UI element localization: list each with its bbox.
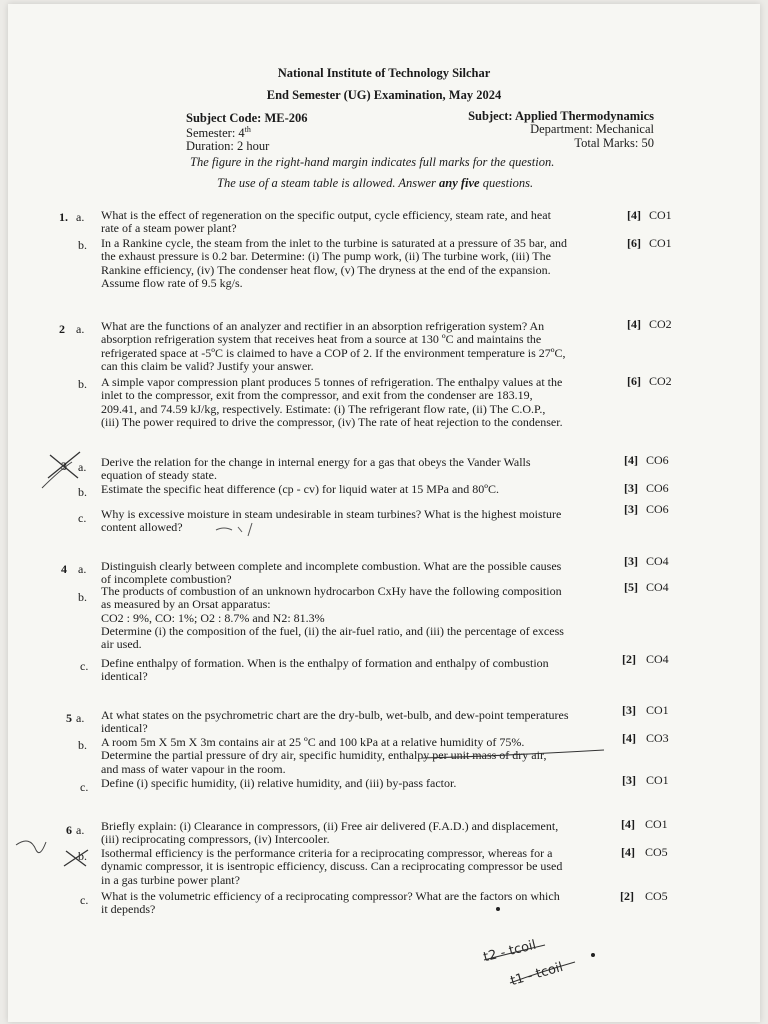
marks-badge: [3] (624, 481, 638, 495)
subject-name: Subject: Applied Thermodynamics (468, 109, 654, 123)
part-label: a. (78, 460, 87, 474)
pen-stroke-icon (42, 462, 72, 488)
cross-mark-icon (48, 452, 80, 478)
part-label: a. (76, 711, 85, 725)
marks-badge: [2] (620, 889, 634, 903)
co-badge: CO6 (646, 502, 669, 516)
question-5c-text: Define (i) specific humidity, (ii) relative humidity, and (iii) by-pass factor. (101, 776, 457, 790)
co-badge: CO6 (646, 453, 669, 467)
dot-mark-icon (496, 907, 500, 911)
part-label: c. (78, 511, 87, 525)
scribble-icon (216, 523, 252, 536)
part-label: b. (78, 590, 87, 604)
co-badge: CO2 (649, 374, 672, 388)
part-label: a. (76, 322, 85, 336)
part-label: b. (78, 485, 87, 499)
part-label: a. (76, 210, 85, 224)
question-6a-text: Briefly explain: (i) Clearance in compressors, (ii) Free air delivered (F.A.D.) and displacement, (iii) reciprocating compressors, (iv) Intercooler. (101, 819, 559, 847)
question-5a-text: At what states on the psychrometric chart are the dry-bulb, wet-bulb, and dew-point temperatures identical? (101, 708, 569, 736)
co-badge: CO1 (649, 208, 672, 222)
question-number: 1. (59, 210, 68, 224)
scribble-icon (16, 841, 46, 853)
question-6b-text: Isothermal efficiency is the performance criteria for a reciprocating compressor, whereas for a dynamic compressor, it is isentropic efficiency, discuss. Can a reciprocating compressor be used in a gas turbine power plant? (101, 846, 563, 887)
marks-badge: [5] (624, 580, 638, 594)
cross-mark-icon (64, 850, 88, 866)
co-badge: CO1 (645, 817, 668, 831)
question-2b-text: A simple vapor compression plant produces 5 tonnes of refrigeration. The enthalpy values at the inlet to the compressor, exit from the compressor, and exit from the condenser are 183.19, 209.41, and 74.59 kJ/kg, respectively. Estimate: (i) The refrigerant flow rate, (ii) The C.O.P., (iii) The power required to drive the compressor, (iv) The rate of heat rejection to the condenser. (101, 375, 563, 429)
part-label: b. (78, 377, 87, 391)
question-1a-text: What is the effect of regeneration on the specific output, cycle efficiency, steam rate, and heat rate of a steam power plant? (101, 208, 551, 236)
co-badge: CO1 (646, 773, 669, 787)
co-badge: CO5 (645, 889, 668, 903)
co-badge: CO4 (646, 580, 669, 594)
marks-badge: [2] (622, 652, 636, 666)
part-label: b. (78, 849, 87, 863)
part-label: c. (80, 780, 89, 794)
marks-badge: [6] (627, 236, 641, 250)
question-number: 3 (61, 459, 67, 473)
instruction-note: The figure in the right-hand margin indicates full marks for the question. (190, 155, 555, 169)
total-marks: Total Marks: 50 (574, 136, 654, 150)
marks-badge: [4] (621, 817, 635, 831)
instruction-note-2: The use of a steam table is allowed. Answer any five questions. (217, 176, 534, 190)
question-4c-text: Define enthalpy of formation. When is the enthalpy of formation and enthalpy of combustion identical? (101, 656, 549, 684)
marks-badge: [4] (624, 453, 638, 467)
institute-name: National Institute of Technology Silchar (277, 66, 491, 80)
marks-badge: [3] (624, 554, 638, 568)
subject-code: Subject Code: ME-206 (186, 111, 308, 125)
question-3c-text: Why is excessive moisture in steam undesirable in steam turbines? What is the highest moisture content allowed? (101, 507, 562, 535)
co-badge: CO4 (646, 554, 669, 568)
part-label: a. (76, 823, 85, 837)
handwritten-note: t1 - tcoil (508, 959, 565, 990)
part-label: c. (80, 893, 89, 907)
marks-badge: [4] (627, 208, 641, 222)
part-label: b. (78, 738, 87, 752)
question-4b-text: The products of combustion of an unknown hydrocarbon CxHy have the following composition as measured by an Orsat apparatus: CO2 : 9%, CO: 1%; O2 : 8.7% and N2: 81.3% Determine (i) the composition of the fuel, (ii) the air-fuel ratio, and (iii) the percentage of excess air used. (101, 584, 564, 652)
question-5b-text: A room 5m X 5m X 3m contains air at 25 ºC and 100 kPa at a relative humidity of 75%. Determine the partial pressure of dry air, specific humidity, enthalpy per unit mass of dry air, and mass of water vapour in the room. (101, 735, 547, 776)
question-number: 4 (61, 562, 67, 576)
question-2a-text: What are the functions of an analyzer and rectifier in an absorption refrigeration system? An absorption refrigeration system that receives heat from a source at 130 ºC and maintains the refrigerated space at -5ºC is claimed to have a COP of 2. If the environment temperature is 27ºC, can this claim be valid? Justify your answer. (101, 319, 566, 373)
marks-badge: [4] (621, 845, 635, 859)
marks-badge: [6] (627, 374, 641, 388)
question-number: 2 (59, 322, 65, 336)
co-badge: CO5 (645, 845, 668, 859)
co-badge: CO6 (646, 481, 669, 495)
handwritten-note: t2 - tcoil (481, 937, 538, 966)
question-3a-text: Derive the relation for the change in internal energy for a gas that obeys the Vander Walls equation of steady state. (101, 455, 531, 483)
question-4a-text: Distinguish clearly between complete and incomplete combustion. What are the possible causes of incomplete combustion? (101, 559, 562, 587)
underline-mark-icon (422, 750, 604, 758)
co-badge: CO4 (646, 652, 669, 666)
duration: Duration: 2 hour (186, 139, 270, 153)
question-3b-text: Estimate the specific heat difference (cp - cv) for liquid water at 15 MPa and 80ºC. (101, 482, 500, 496)
question-1b-text: In a Rankine cycle, the steam from the inlet to the turbine is saturated at a pressure of 35 bar, and the exhaust pressure is 0.2 bar. Determine: (i) The pump work, (ii) The turbine work, (iii) The Rankine efficiency, (iv) The condenser heat flow, (v) The dryness at the end of the expansion. Assume flow rate of 9.5 kg/s. (101, 236, 568, 290)
semester: Semester: 4th (186, 125, 251, 141)
exam-title: End Semester (UG) Examination, May 2024 (266, 88, 502, 102)
question-6c-text: What is the volumetric efficiency of a reciprocating compressor? What are the factors on which it depends? (101, 889, 560, 917)
co-badge: CO1 (646, 703, 669, 717)
part-label: b. (78, 238, 87, 252)
part-label: a. (78, 562, 87, 576)
marks-badge: [4] (622, 731, 636, 745)
marks-badge: [3] (624, 502, 638, 516)
co-badge: CO3 (646, 731, 669, 745)
department: Department: Mechanical (530, 122, 654, 136)
part-label: c. (80, 659, 89, 673)
question-number: 6 (66, 823, 72, 837)
co-badge: CO2 (649, 317, 672, 331)
question-number: 5 (66, 711, 72, 725)
marks-badge: [4] (627, 317, 641, 331)
co-badge: CO1 (649, 236, 672, 250)
marks-badge: [3] (622, 703, 636, 717)
dot-mark-icon (591, 953, 595, 957)
marks-badge: [3] (622, 773, 636, 787)
